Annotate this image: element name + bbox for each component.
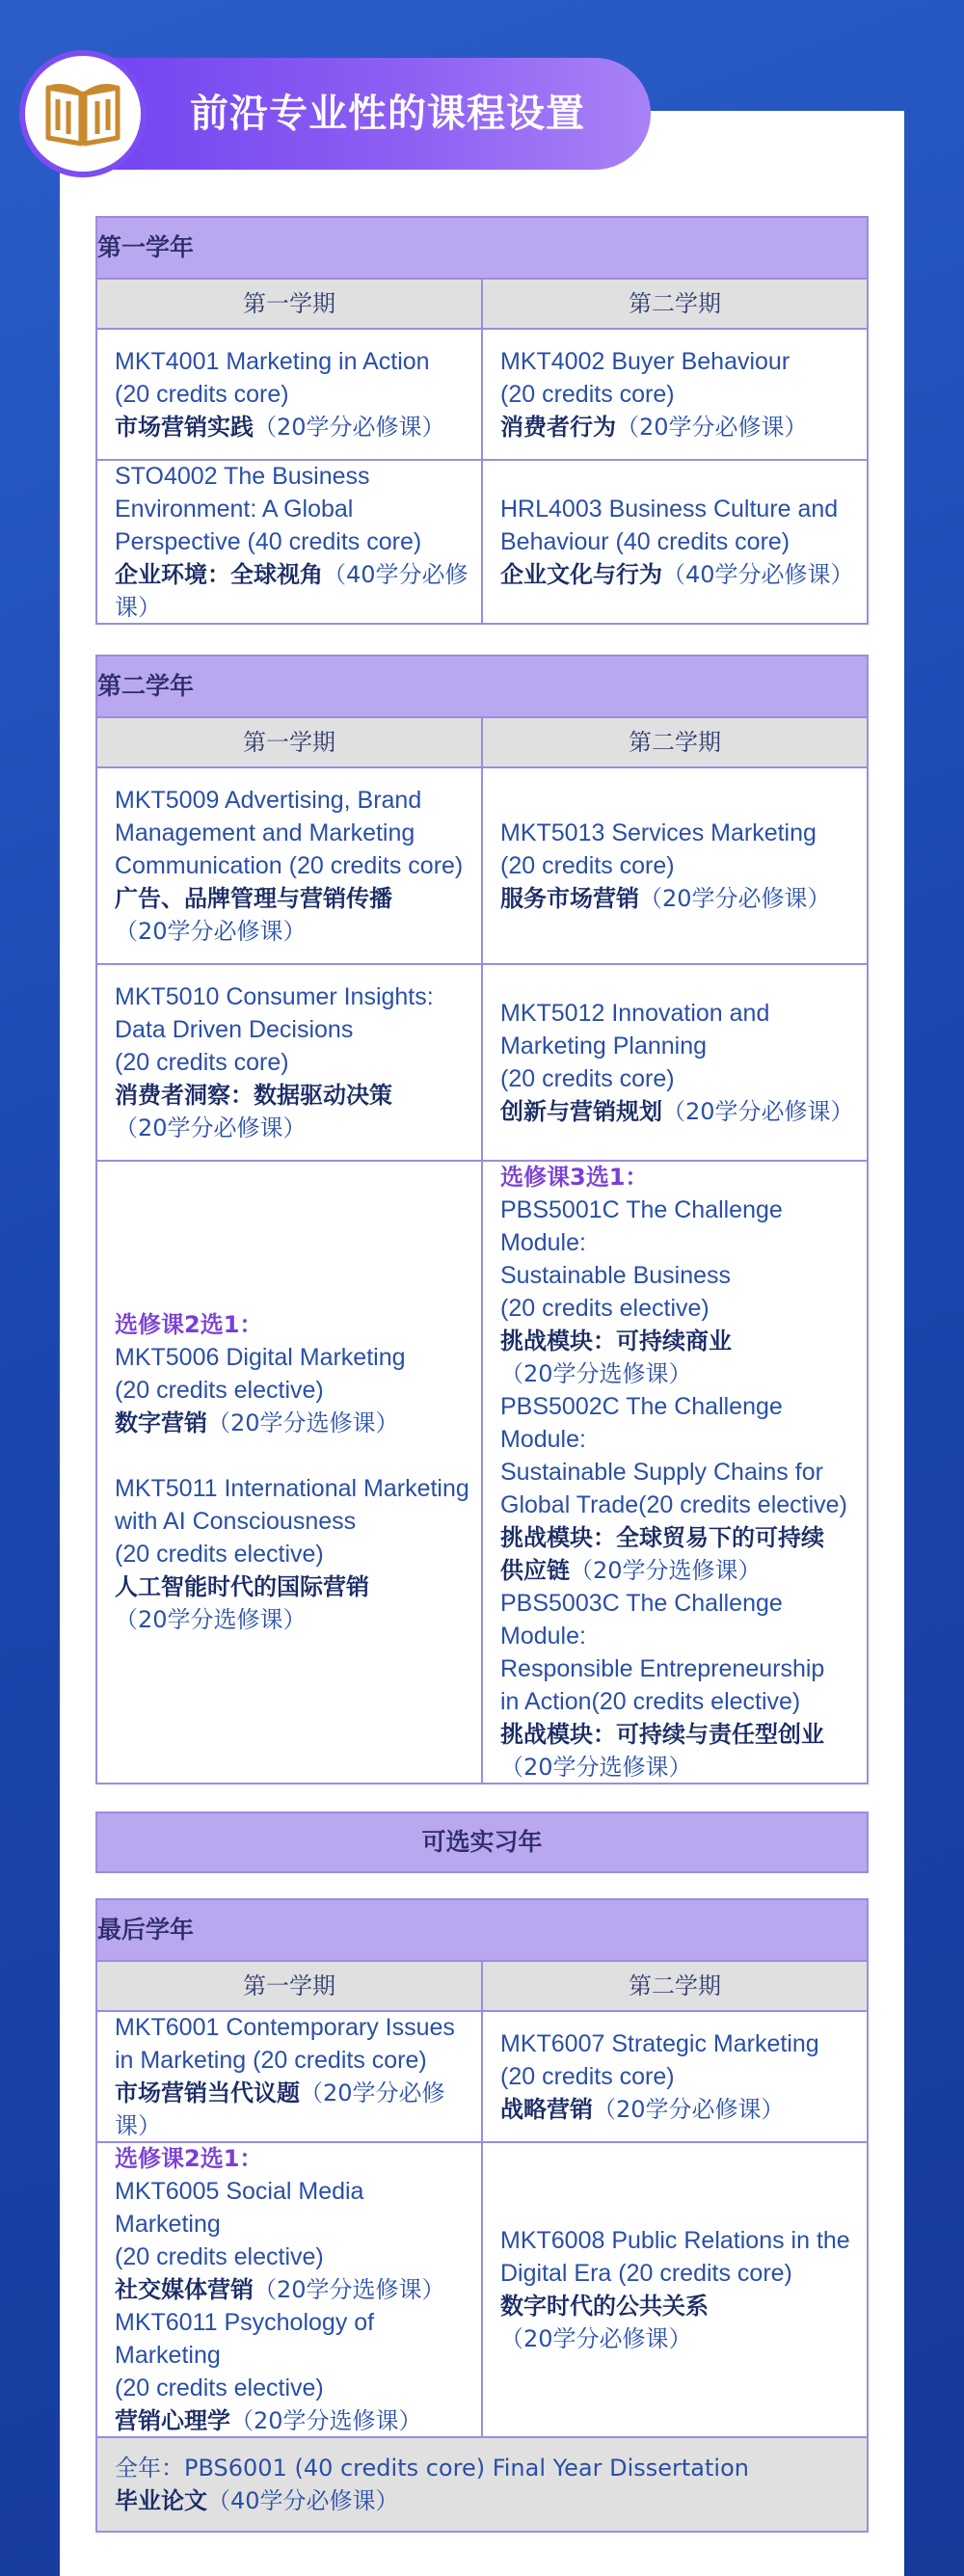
course-credits: （20学分选修课） [500,1754,692,1781]
course-cell [97,768,483,963]
course-cn: 市场营销当代议题（20学分必修课） [115,2080,445,2139]
dissertation-cn: 毕业论文（40学分必修课） [115,2487,399,2514]
course-cn: 挑战模块：可持续商业 [500,1328,732,1355]
elective-cell [97,2143,483,2436]
course-en: MKT4002 Buyer Behaviour (20 credits core) [500,348,790,408]
elective-label: 选修课3选1： [500,1164,649,1191]
course-credits: （20学分选修课） [500,1360,692,1387]
page-title: 前沿专业性的课程设置 [190,92,585,136]
elective-cell [97,1162,483,1783]
course-en: MKT5012 Innovation and Marketing Planning (20 credits core) [500,1000,770,1092]
final-year-table [95,1898,869,2533]
dissertation-row [97,2436,867,2531]
course-en: MKT5009 Advertising, Brand Management and Marketing Communication (20 credits core) [115,787,464,879]
course-cell [483,2012,867,2141]
course-cell [483,461,867,623]
course-cn: 人工智能时代的国际营销 [115,1573,369,1600]
final-term2-header: 第二学期 [483,1962,867,2010]
course-cn: 战略营销（20学分必修课） [500,2096,785,2123]
course-en: PBS5001C The Challenge Module: Sustainable Business (20 credits elective) [500,1196,783,1322]
course-en: MKT6011 Psychology of Marketing (20 credits elective) [115,2309,375,2402]
year1-title: 第一学年 [97,218,867,278]
course-cn: 消费者洞察：数据驱动决策 [115,1082,392,1109]
internship-year: 可选实习年 [95,1811,869,1873]
course-cn: 数字时代的公共关系 [500,2293,709,2320]
year1-term2-header: 第二学期 [483,280,867,328]
course-en: MKT6001 Contemporary Issues in Marketing (20 credits core) [115,2014,455,2074]
course-cell [97,461,483,623]
year2-term2-header: 第二学期 [483,718,867,766]
dissertation-en: 全年：PBS6001 (40 credits core) Final Year Dissertation [115,2455,749,2482]
course-credits: （20学分选修课） [115,1606,307,1633]
elective-cell [483,1162,867,1783]
course-cell [483,2143,867,2436]
logo-badge [19,50,147,177]
course-credits: （20学分必修课） [115,1114,307,1141]
course-cell [97,2012,483,2141]
course-cell [97,965,483,1160]
course-cn: 广告、品牌管理与营销传播 [115,885,392,912]
course-en: PBS5002C The Challenge Module: Sustainable Supply Chains for Global Trade(20 credits elective) [500,1393,847,1518]
course-en: MKT5011 International Marketing with AI Consciousness (20 credits elective) [115,1475,469,1568]
course-credits: （20学分必修课） [115,918,307,945]
final-term1-header: 第一学期 [97,1962,483,2010]
course-en: STO4002 The Business Environment: A Global Perspective (40 credits core) [115,463,422,555]
year2-term1-header: 第一学期 [97,718,483,766]
course-cell [483,330,867,459]
course-cell [97,330,483,459]
year2-title: 第二学年 [97,657,867,716]
course-cn: 创新与营销规划（20学分必修课） [500,1098,854,1125]
course-cn: 营销心理学（20学分选修课） [115,2407,422,2434]
course-cell [483,965,867,1160]
final-year-title: 最后学年 [97,1900,867,1960]
course-cn: 挑战模块：可持续与责任型创业 [500,1721,824,1748]
course-en: MKT6008 Public Relations in the Digital Era (20 credits core) [500,2227,850,2287]
course-en: MKT5013 Services Marketing (20 credits core) [500,819,817,879]
course-cn: 社交媒体营销（20学分选修课） [115,2276,445,2303]
elective-label: 选修课2选1： [115,2145,263,2172]
open-book-icon [42,80,123,148]
year1-term1-header: 第一学期 [97,280,483,328]
elective-label: 选修课2选1： [115,1311,263,1338]
course-en: MKT6005 Social Media Marketing (20 credits elective) [115,2178,364,2270]
course-cn: 企业文化与行为（40学分必修课） [500,561,854,588]
course-en: HRL4003 Business Culture and Behaviour (40 credits core) [500,496,839,555]
course-cell [483,768,867,963]
course-en: MKT4001 Marketing in Action (20 credits core) [115,348,430,408]
course-en: PBS5003C The Challenge Module: Responsible Entrepreneurship in Action(20 credits elective) [500,1590,825,1715]
year2-table [95,655,869,1784]
course-cn: 服务市场营销（20学分必修课） [500,885,831,912]
course-cn: 企业环境：全球视角（40学分必修课） [115,561,469,621]
course-en: MKT6007 Strategic Marketing (20 credits core) [500,2030,819,2090]
course-cn: 市场营销实践（20学分必修课） [115,414,445,441]
course-cn: 消费者行为（20学分必修课） [500,414,808,441]
course-credits: （20学分必修课） [500,2325,692,2352]
course-cn: 挑战模块：全球贸易下的可持续 供应链（20学分选修课） [500,1524,824,1584]
course-en: MKT5006 Digital Marketing (20 credits elective) [115,1344,406,1404]
course-en: MKT5010 Consumer Insights: Data Driven Decisions (20 credits core) [115,983,434,1076]
year1-table [95,216,869,625]
course-cn: 数字营销（20学分选修课） [115,1409,399,1436]
